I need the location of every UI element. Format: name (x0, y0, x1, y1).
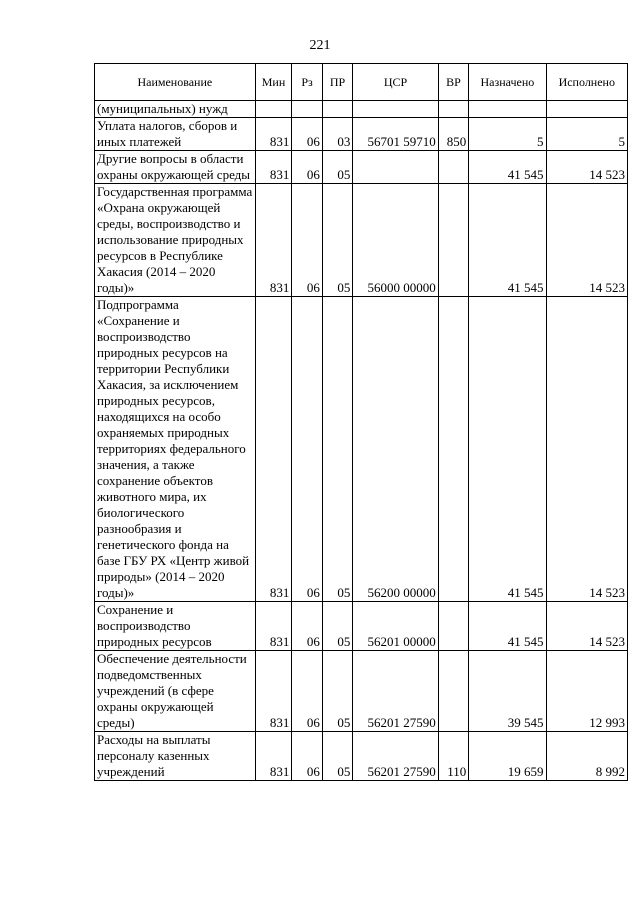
cell-min: 831 (255, 602, 292, 651)
cell-isp: 14 523 (546, 184, 627, 297)
cell-naz: 41 545 (469, 151, 546, 184)
cell-vr: 110 (438, 732, 469, 781)
cell-pr: 05 (322, 297, 353, 602)
cell-csr: 56201 00000 (353, 602, 438, 651)
cell-rz: 06 (292, 118, 323, 151)
cell-naz: 41 545 (469, 184, 546, 297)
cell-rz (292, 101, 323, 118)
cell-name: Другие вопросы в области охраны окружающей среды (95, 151, 256, 184)
header-isp: Исполнено (546, 64, 627, 101)
cell-naz: 41 545 (469, 602, 546, 651)
cell-csr: 56201 27590 (353, 651, 438, 732)
cell-rz: 06 (292, 602, 323, 651)
cell-pr: 05 (322, 602, 353, 651)
cell-name: Обеспечение деятельности подведомственных учреждений (в сфере охраны окружающей среды) (95, 651, 256, 732)
cell-name: Сохранение и воспроизводство природных ресурсов (95, 602, 256, 651)
cell-pr: 05 (322, 732, 353, 781)
table-header-row (95, 64, 628, 101)
cell-rz: 06 (292, 651, 323, 732)
cell-csr: 56000 00000 (353, 184, 438, 297)
cell-isp: 12 993 (546, 651, 627, 732)
cell-naz: 39 545 (469, 651, 546, 732)
cell-pr: 05 (322, 651, 353, 732)
cell-min: 831 (255, 732, 292, 781)
cell-naz (469, 101, 546, 118)
header-naz: Назначено (469, 64, 546, 101)
cell-isp: 14 523 (546, 297, 627, 602)
header-name: Наименование (95, 64, 256, 101)
cell-naz: 41 545 (469, 297, 546, 602)
cell-vr (438, 602, 469, 651)
table-row (95, 118, 628, 151)
cell-csr: 56701 59710 (353, 118, 438, 151)
cell-vr (438, 101, 469, 118)
cell-pr: 03 (322, 118, 353, 151)
cell-pr: 05 (322, 151, 353, 184)
cell-vr: 850 (438, 118, 469, 151)
cell-min: 831 (255, 184, 292, 297)
cell-csr (353, 151, 438, 184)
cell-isp: 14 523 (546, 602, 627, 651)
cell-rz: 06 (292, 297, 323, 602)
header-vr: ВР (438, 64, 469, 101)
cell-isp: 14 523 (546, 151, 627, 184)
cell-min (255, 101, 292, 118)
cell-csr: 56201 27590 (353, 732, 438, 781)
cell-rz: 06 (292, 151, 323, 184)
cell-pr (322, 101, 353, 118)
cell-name: Государственная программа «Охрана окружающей среды, воспроизводство и использование природных ресурсов в Республике Хакасия (2014 – 2020 годы)» (95, 184, 256, 297)
page-number: 221 (309, 38, 331, 53)
header-min: Мин (255, 64, 292, 101)
header-csr: ЦСР (353, 64, 438, 101)
table-row (95, 184, 628, 297)
cell-min: 831 (255, 151, 292, 184)
cell-csr (353, 101, 438, 118)
budget-table (94, 63, 628, 781)
table-row (95, 651, 628, 732)
cell-vr (438, 184, 469, 297)
cell-min: 831 (255, 118, 292, 151)
cell-vr (438, 297, 469, 602)
table-row (95, 602, 628, 651)
cell-min: 831 (255, 297, 292, 602)
cell-name: (муниципальных) нужд (95, 101, 256, 118)
cell-rz: 06 (292, 184, 323, 297)
cell-name: Подпрограмма «Сохранение и воспроизводство природных ресурсов на территории Республики Хакасия, за исключением природных ресурсов, находящихся на особо охраняемых природных территориях федерального значения, а также сохранение объектов животного мира, их биологического разнообразия и генетического фонда на базе ГБУ РХ «Центр живой природы» (2014 – 2020 годы)» (95, 297, 256, 602)
cell-isp: 5 (546, 118, 627, 151)
table-row (95, 151, 628, 184)
cell-pr: 05 (322, 184, 353, 297)
header-pr: ПР (322, 64, 353, 101)
table-row (95, 732, 628, 781)
cell-name: Расходы на выплаты персоналу казенных учреждений (95, 732, 256, 781)
cell-rz: 06 (292, 732, 323, 781)
cell-naz: 5 (469, 118, 546, 151)
header-rz: Рз (292, 64, 323, 101)
table-row (95, 297, 628, 602)
cell-csr: 56200 00000 (353, 297, 438, 602)
cell-naz: 19 659 (469, 732, 546, 781)
cell-isp (546, 101, 627, 118)
cell-isp: 8 992 (546, 732, 627, 781)
cell-vr (438, 151, 469, 184)
cell-vr (438, 651, 469, 732)
cell-min: 831 (255, 651, 292, 732)
table-row (95, 101, 628, 118)
cell-name: Уплата налогов, сборов и иных платежей (95, 118, 256, 151)
